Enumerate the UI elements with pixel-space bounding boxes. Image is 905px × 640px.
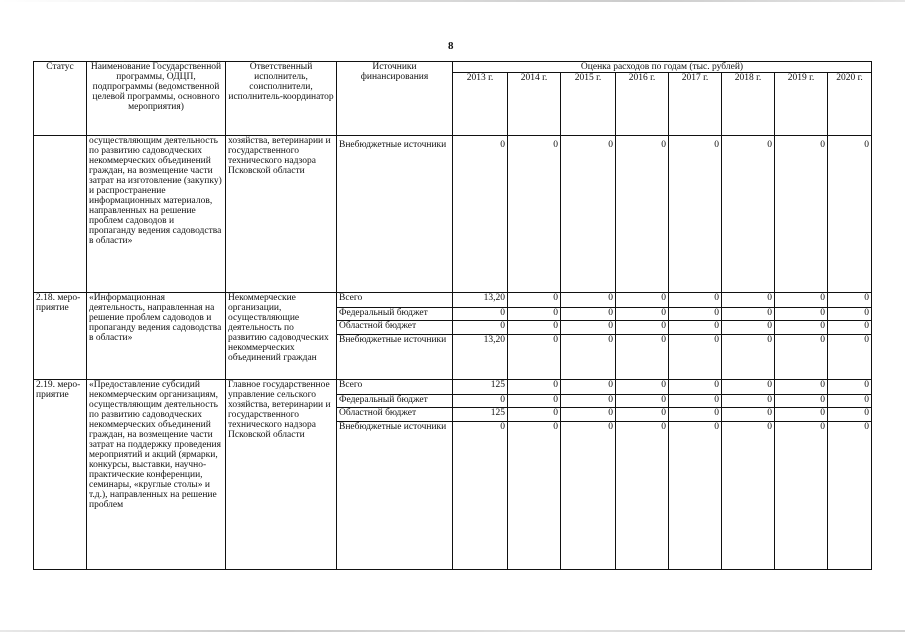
value-cell: 0 (561, 308, 616, 321)
source-label: Областной бюджет (337, 408, 453, 422)
value-cell: 125 (453, 408, 508, 422)
header-year: 2019 г. (775, 73, 828, 136)
value-cell: 0 (508, 293, 561, 308)
value-cell: 0 (775, 380, 828, 395)
value-cell: 0 (722, 321, 775, 335)
name-cell: осуществляющим деятельность по развитию садоводческих некоммерческих объединений граждан, на возмещение части затрат на изготовление (закупку) и распространение информационных материалов, направленных на решение проблем садоводов и пропаганду ведения садоводства в области» (87, 136, 226, 293)
header-year: 2017 г. (669, 73, 722, 136)
header-sources: Источники финансирования (337, 62, 453, 136)
value-cell: 0 (669, 422, 722, 570)
value-cell: 0 (616, 335, 669, 380)
source-label: Федеральный бюджет (337, 395, 453, 408)
value-cell: 0 (561, 422, 616, 570)
header-year: 2013 г. (453, 73, 508, 136)
header-year: 2014 г. (508, 73, 561, 136)
name-cell: «Информационная деятельность, направленная на решение проблем садоводов и пропаганду ведения садоводства в области» (87, 293, 226, 380)
table-row (34, 380, 872, 395)
value-cell: 0 (828, 321, 872, 335)
value-cell: 0 (722, 293, 775, 308)
status-cell: 2.19. меро-приятие (34, 380, 87, 570)
value-cell: 0 (775, 321, 828, 335)
value-cell: 0 (616, 380, 669, 395)
value-cell: 0 (828, 380, 872, 395)
value-cell: 0 (722, 408, 775, 422)
value-cell: 125 (453, 380, 508, 395)
value-cell: 0 (669, 395, 722, 408)
budget-table (33, 61, 872, 570)
value-cell: 0 (508, 380, 561, 395)
value-cell: 0 (775, 136, 828, 293)
value-cell: 0 (508, 136, 561, 293)
value-cell: 0 (508, 395, 561, 408)
source-label: Всего (337, 293, 453, 308)
value-cell: 0 (616, 395, 669, 408)
table-row (34, 136, 872, 293)
value-cell: 0 (453, 136, 508, 293)
value-cell: 0 (722, 136, 775, 293)
value-cell: 0 (722, 395, 775, 408)
value-cell: 0 (561, 408, 616, 422)
value-cell: 0 (561, 293, 616, 308)
header-name: Наименование Государственной программы, ОДЦП, подпрограммы (ведомственной целевой программы, основного мероприятия) (87, 62, 226, 136)
value-cell: 0 (508, 308, 561, 321)
value-cell: 0 (508, 422, 561, 570)
value-cell: 0 (616, 422, 669, 570)
value-cell: 0 (453, 321, 508, 335)
value-cell: 0 (561, 321, 616, 335)
source-label: Федеральный бюджет (337, 308, 453, 321)
name-cell: «Предоставление субсидий некоммерческим организациям, осуществляющим деятельность по развитию садоводческих некоммерческих объединений граждан, на возмещение части затрат на поддержку проведения мероприятий и акций (ярмарки, конкурсы, выставки, научно-практические конференции, семинары, «круглые столы» и т.д.), направленных на решение проблем (87, 380, 226, 570)
value-cell: 0 (616, 321, 669, 335)
value-cell: 0 (616, 308, 669, 321)
value-cell: 0 (669, 380, 722, 395)
source-label: Областной бюджет (337, 321, 453, 335)
page-number: 8 (448, 40, 454, 52)
value-cell: 0 (508, 321, 561, 335)
source-label: Всего (337, 380, 453, 395)
value-cell: 0 (508, 408, 561, 422)
value-cell: 0 (828, 408, 872, 422)
source-label: Внебюджетные источники (337, 422, 453, 570)
value-cell: 0 (669, 321, 722, 335)
value-cell: 0 (775, 422, 828, 570)
value-cell: 0 (828, 335, 872, 380)
source-cell: Внебюджетные источники (337, 136, 453, 293)
header-estimate: Оценка расходов по годам (тыс. рублей) (453, 62, 872, 73)
value-cell: 0 (828, 395, 872, 408)
value-cell: 0 (453, 422, 508, 570)
value-cell: 0 (616, 408, 669, 422)
value-cell: 0 (775, 335, 828, 380)
value-cell: 0 (775, 395, 828, 408)
value-cell: 0 (669, 308, 722, 321)
executor-cell: Некоммерческие организации, осуществляющие деятельность по развитию садоводческих некоммерческих объединений граждан (226, 293, 337, 380)
value-cell: 0 (722, 335, 775, 380)
source-label: Внебюджетные источники (337, 335, 453, 380)
value-cell: 0 (669, 408, 722, 422)
header-year: 2015 г. (561, 73, 616, 136)
value-cell: 13,20 (453, 335, 508, 380)
value-cell: 0 (508, 335, 561, 380)
header-executor: Ответственный исполнитель, соисполнители, исполнитель-координатор (226, 62, 337, 136)
scan-edge-bottom (0, 630, 905, 632)
scan-edge-top (0, 0, 905, 2)
header-year: 2020 г. (828, 73, 872, 136)
value-cell: 0 (616, 293, 669, 308)
executor-cell: хозяйства, ветеринарии и государственного технического надзора Псковской области (226, 136, 337, 293)
value-cell: 0 (828, 136, 872, 293)
header-year: 2018 г. (722, 73, 775, 136)
value-cell: 0 (561, 335, 616, 380)
value-cell: 0 (669, 136, 722, 293)
value-cell: 0 (561, 395, 616, 408)
value-cell: 0 (669, 335, 722, 380)
value-cell: 0 (828, 308, 872, 321)
status-cell (34, 136, 87, 293)
value-cell: 0 (722, 308, 775, 321)
value-cell: 0 (453, 395, 508, 408)
value-cell: 0 (561, 380, 616, 395)
value-cell: 0 (669, 293, 722, 308)
value-cell: 0 (828, 422, 872, 570)
value-cell: 0 (722, 422, 775, 570)
value-cell: 0 (722, 380, 775, 395)
value-cell: 0 (775, 293, 828, 308)
value-cell: 0 (561, 136, 616, 293)
header-year: 2016 г. (616, 73, 669, 136)
value-cell: 0 (616, 136, 669, 293)
table-row (34, 293, 872, 308)
header-status: Статус (34, 62, 87, 136)
executor-cell: Главное государственное управление сельского хозяйства, ветеринарии и государственного технического надзора Псковской области (226, 380, 337, 570)
value-cell: 0 (775, 408, 828, 422)
value-cell: 0 (775, 308, 828, 321)
value-cell: 13,20 (453, 293, 508, 308)
value-cell: 0 (453, 308, 508, 321)
status-cell: 2.18. меро-приятие (34, 293, 87, 380)
value-cell: 0 (828, 293, 872, 308)
